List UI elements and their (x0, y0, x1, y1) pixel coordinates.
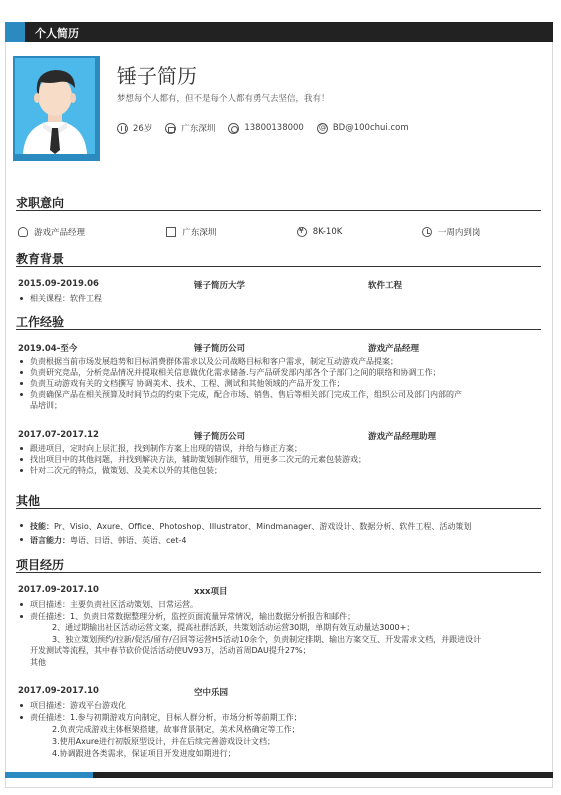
list-item: 项目描述：主要负责社区活动策划、日常运营。 (18, 599, 541, 611)
list-item: 项目描述：游戏平台游戏化 (18, 700, 541, 712)
section-rule-intent (16, 210, 541, 211)
project-lines-1 (18, 599, 541, 668)
work-bullets-2 (18, 443, 541, 476)
intent-position-text: 游戏产品经理 (34, 228, 86, 238)
project-name: 空中乐园 (194, 688, 229, 698)
project-period: 2017.09-2017.10 (18, 585, 99, 595)
footer-accent (5, 772, 93, 778)
intent-position (18, 226, 166, 238)
education-details (18, 293, 541, 304)
education-major: 软件工程 (368, 281, 403, 291)
contact-email[interactable] (317, 123, 409, 134)
list-item: 负责确保产品在相关预算及时间节点的约束下完成，配合市场、销售、售后等相关部门完成工作，组织公司及部门内部的产 (18, 389, 541, 400)
section-title-education: 教育背景 (16, 252, 65, 266)
list-item: 找出项目中的其他问题，并找到解决方法，辅助策划制作细节，用更多二次元的元素包装游戏； (18, 454, 541, 465)
list-item-continuation: 品培训； (30, 401, 62, 410)
work-period: 2017.07-2017.12 (18, 430, 99, 440)
list-item: 相关课程：软件工程 (18, 293, 541, 304)
section-rule-education (16, 266, 541, 267)
intent-city (166, 226, 296, 238)
section-title-intent: 求职意向 (16, 196, 65, 210)
project-period: 2017.09-2017.10 (18, 686, 99, 696)
skills-text: Pr、Visio、Axure、Office、Photoshop、Illustrator、Mindmanager、游戏设计、数据分析、软件工程、活动策划 (54, 522, 472, 531)
avatar (15, 58, 95, 154)
money-icon (297, 227, 307, 237)
list-item-continuation: 其他 (30, 657, 46, 667)
section-rule-projects (16, 572, 541, 573)
contact-row (117, 122, 422, 134)
location-text: 广东深圳 (181, 124, 216, 134)
skills-label: 技能： (30, 522, 54, 531)
section-title-work: 工作经验 (16, 315, 65, 329)
list-item: 负责互动游戏有关的文档撰写 协调美术、技术、工程、测试和其他领域的产品开发工作； (18, 378, 541, 389)
work-bullets-1 (18, 356, 541, 411)
email-icon (317, 123, 328, 134)
list-item: 针对二次元的特点，做策划、及美术以外的其他包装； (18, 465, 541, 476)
section-rule-other (16, 508, 541, 509)
work-title: 游戏产品经理 (368, 344, 420, 354)
list-item-sub: 4.协调跟进各类需求，保证项目开发进度如期进行； (52, 749, 236, 758)
list-item-sub: 3.使用Axure进行初版原型设计，并在后续完善游戏设计文档； (52, 737, 275, 746)
bulb-icon (18, 227, 28, 237)
other-list (18, 520, 541, 548)
resume-footer-bar (5, 772, 553, 778)
section-title-projects: 项目经历 (16, 558, 65, 572)
list-item-sub: 2、通过期输出社区活动运营文案，提高社群活跃，共策划活动运营30期，单期有效互动量达3000+； (52, 623, 415, 632)
phone-icon (228, 123, 239, 134)
contact-phone (228, 123, 304, 134)
avatar-illustration (15, 58, 95, 154)
languages-text: 粤语、日语、韩语、英语、cet-4 (70, 536, 187, 545)
list-item: 责任描述：1.参与初期游戏方向制定，目标人群分析，市场分析等前期工作； (18, 712, 541, 724)
building-icon (166, 227, 176, 237)
intent-city-text: 广东深圳 (182, 228, 217, 238)
work-company: 锤子简历公司 (194, 432, 246, 442)
work-title: 游戏产品经理助理 (368, 432, 437, 442)
intent-salary (297, 226, 422, 238)
intent-salary-text: 8K-10K (312, 227, 343, 237)
profile-motto: 梦想每个人都有，但不是每个人都有勇气去坚信，我有！ (117, 94, 330, 104)
age-chart-icon (117, 123, 128, 134)
list-item-sub: 3、独立策划预约/拉新/促活/留存/召回等运营H5活动10余个，负责制定排期、输出方案交互、开发需求文档，并跟进设计 (52, 634, 482, 644)
header-label: 个人简历 (35, 27, 79, 40)
contact-age (117, 122, 152, 134)
phone-text: 13800138000 (244, 123, 304, 133)
section-rule-work (16, 329, 541, 330)
profile-name: 锤子简历 (117, 64, 197, 88)
list-item: 负责研究竞品，分析竞品情况并提取相关信息做优化需求储备.与产品研发部内部各个子部门之间的联络和协调工作； (18, 367, 541, 378)
work-period: 2019.04-至今 (18, 344, 78, 354)
header-accent (5, 22, 25, 42)
intent-availability (422, 226, 538, 238)
clock-icon (422, 227, 432, 237)
project-name: xxx项目 (194, 587, 228, 597)
intent-row (18, 226, 538, 238)
age-text: 26岁 (133, 124, 153, 134)
intent-availability-text: 一周内到岗 (437, 228, 481, 238)
list-item-sub: 2.负责完成游戏主体框架搭建，故事背景制定，美术风格确定等工作； (52, 725, 300, 734)
education-school: 锤子简历大学 (194, 281, 246, 291)
section-title-other: 其他 (16, 494, 41, 508)
list-item-continuation: 开发测试等流程，其中春节砍价促活活动使UV93万，活动首周DAU提升27%； (30, 646, 311, 655)
project-lines-2 (18, 700, 541, 760)
resume-header-bar (5, 22, 553, 42)
work-company: 锤子简历公司 (194, 344, 246, 354)
home-icon (165, 123, 176, 134)
education-period: 2015.09-2019.06 (18, 279, 99, 289)
languages-item (18, 534, 541, 548)
list-item: 责任描述：1、负责日常数据整理分析，监控页面流量异常情况，输出数据分析报告和邮件； (18, 611, 541, 623)
list-item: 跟进项目，定时向上层汇报，找到制作方案上出现的错误，并给与修正方案； (18, 443, 541, 454)
languages-label: 语言能力： (30, 536, 70, 545)
skills-item (18, 520, 541, 534)
contact-location (165, 122, 215, 134)
email-text[interactable]: BD@100chui.com (332, 123, 409, 133)
list-item: 负责根据当前市场发展趋势和目标消费群体需求以及公司战略目标和客户需求，制定互动游戏产品提案； (18, 356, 541, 367)
